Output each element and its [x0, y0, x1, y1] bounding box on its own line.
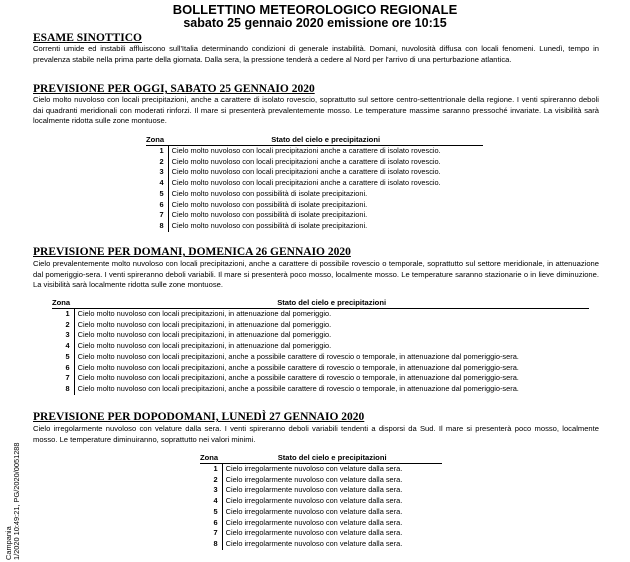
zone-number: 6 [159, 199, 164, 209]
zone-number: 3 [159, 167, 164, 177]
zone-number: 6 [65, 362, 70, 372]
zone-description: Cielo irregolarmente nuvoloso con velature dalla sera. [222, 518, 442, 529]
synoptic-text: Correnti umide ed instabili affluiscono sull'Italia determinando condizioni di generale instabilità. Domani, nuvolosità diffusa con locali fenomeni. Lunedì, tempo in prevalenza stabile nella prima parte della giornata. Dalla sera, la pressione tenderà a cedere al Nord per l'arrivo di una perturbazione atlantica. [33, 44, 599, 64]
zone-number: 3 [213, 485, 218, 495]
table-row [52, 384, 589, 395]
zone-number: 1 [159, 146, 164, 155]
table-row [200, 539, 442, 550]
table-row [146, 178, 483, 189]
zone-number: 4 [213, 496, 218, 506]
zone-description: Cielo molto nuvoloso con possibilità di isolate precipitazioni. [168, 221, 483, 232]
zone-description: Cielo molto nuvoloso con locali precipitazioni, in attenuazione dal pomeriggio. [74, 330, 589, 341]
zone-description: Cielo molto nuvoloso con locali precipitazioni anche a carattere di isolato rovescio. [168, 167, 483, 178]
state-column-header: Stato del cielo e precipitazioni [74, 298, 589, 309]
forecast-tomorrow-table [52, 298, 589, 395]
zone-description: Cielo molto nuvoloso con possibilità di isolate precipitazioni. [168, 189, 483, 200]
bulletin-title: BOLLETTINO METEOROLOGICO REGIONALE [172, 2, 458, 17]
zone-description: Cielo molto nuvoloso con locali precipitazioni, anche a possibile carattere di rovescio o temporale, in attenuazione dal pomeriggio-sera. [74, 363, 589, 374]
zone-number: 7 [159, 210, 164, 220]
table-row [146, 157, 483, 168]
synoptic-heading: ESAME SINOTTICO [33, 32, 142, 44]
zone-description: Cielo molto nuvoloso con locali precipitazioni anche a carattere di isolato rovescio. [168, 146, 483, 157]
table-row [200, 475, 442, 486]
zone-number: 2 [65, 319, 70, 329]
table-row [52, 363, 589, 374]
zone-number: 7 [213, 528, 218, 538]
zone-number: 4 [65, 341, 70, 351]
zone-number: 3 [65, 330, 70, 340]
zone-description: Cielo irregolarmente nuvoloso con velature dalla sera. [222, 496, 442, 507]
zone-column-header: Zona [52, 298, 74, 309]
protocol-stamp: Campania 1/2020 10:49:21, PG/2020/0051288 [4, 442, 21, 560]
state-column-header: Stato del cielo e precipitazioni [168, 135, 483, 146]
zone-description: Cielo irregolarmente nuvoloso con velature dalla sera. [222, 485, 442, 496]
zone-column-header: Zona [200, 453, 222, 464]
table-row [146, 210, 483, 221]
zone-number: 1 [213, 464, 218, 473]
table-row [146, 200, 483, 211]
zone-description: Cielo molto nuvoloso con locali precipitazioni, in attenuazione dal pomeriggio. [74, 309, 589, 320]
zone-description: Cielo molto nuvoloso con locali precipitazioni anche a carattere di isolato rovescio. [168, 178, 483, 189]
zone-column-header: Zona [146, 135, 168, 146]
zone-number: 2 [213, 474, 218, 484]
table-row [52, 309, 589, 320]
table-row [52, 373, 589, 384]
zone-number: 1 [65, 309, 70, 318]
zone-number: 5 [65, 351, 70, 361]
zone-description: Cielo molto nuvoloso con locali precipitazioni, in attenuazione dal pomeriggio. [74, 320, 589, 331]
forecast-day-after-table [200, 453, 442, 550]
table-row [52, 330, 589, 341]
bulletin-subtitle: sabato 25 gennaio 2020 emissione ore 10:15 [183, 16, 447, 30]
zone-number: 4 [159, 178, 164, 188]
table-row [200, 518, 442, 529]
table-row [200, 528, 442, 539]
zone-number: 8 [159, 220, 164, 230]
zone-description: Cielo molto nuvoloso con locali precipitazioni, anche a possibile carattere di rovescio o temporale, in attenuazione dal pomeriggio-sera. [74, 352, 589, 363]
zone-description: Cielo molto nuvoloso con possibilità di isolate precipitazioni. [168, 210, 483, 221]
table-row [52, 341, 589, 352]
state-column-header: Stato del cielo e precipitazioni [222, 453, 442, 464]
forecast-tomorrow-heading: PREVISIONE PER DOMANI, DOMENICA 26 GENNAIO 2020 [33, 246, 351, 258]
zone-number: 7 [65, 373, 70, 383]
zone-description: Cielo irregolarmente nuvoloso con velature dalla sera. [222, 528, 442, 539]
table-row [146, 167, 483, 178]
zone-number: 6 [213, 517, 218, 527]
zone-number: 8 [65, 383, 70, 393]
zone-description: Cielo irregolarmente nuvoloso con velature dalla sera. [222, 507, 442, 518]
zone-number: 5 [159, 188, 164, 198]
forecast-today-heading: PREVISIONE PER OGGI, SABATO 25 GENNAIO 2020 [33, 83, 315, 95]
forecast-today-table [146, 135, 483, 232]
forecast-tomorrow-text: Cielo prevalentemente molto nuvoloso con locali precipitazioni, anche a carattere di possibile rovescio o temporale, soprattutto sul settore meridionale, in attenuazione dal pomeriggio-sera. I venti spireranno deboli variabili. Il mare si presenterà poco mosso, localmente mosso. Le temperature saranno stazionarie o in lieve diminuzione. La visibilità sarà localmente ridotta sulle zone montuose. [33, 259, 599, 290]
zone-number: 5 [213, 506, 218, 516]
table-row [200, 507, 442, 518]
forecast-day-after-text: Cielo irregolarmente nuvoloso con velature dalla sera. I venti spireranno deboli variabili tendenti a disporsi da Sud. Il mare si presenterà poco mosso, localmente mosso. Le temperature diminuiranno, soprattutto nei valori minimi. [33, 424, 599, 444]
zone-description: Cielo molto nuvoloso con locali precipitazioni, anche a possibile carattere di rovescio o temporale, in attenuazione dal pomeriggio-sera. [74, 373, 589, 384]
zone-description: Cielo molto nuvoloso con possibilità di isolate precipitazioni. [168, 200, 483, 211]
zone-description: Cielo molto nuvoloso con locali precipitazioni anche a carattere di isolato rovescio. [168, 157, 483, 168]
forecast-day-after-heading: PREVISIONE PER DOPODOMANI, LUNEDÌ 27 GENNAIO 2020 [33, 411, 365, 423]
table-row [146, 146, 483, 157]
forecast-today-text: Cielo molto nuvoloso con locali precipitazioni, anche a carattere di isolato rovescio, soprattutto sul settore centro-settentrionale della regione. I venti spireranno deboli dai quadranti meridionali con moderati rinforzi. Il mare si presenterà prevalentemente mosso. Le temperature massime saranno pressoché invariate. La visibilità sarà localmente ridotta sulle zone montuose. [33, 95, 599, 126]
table-row [200, 496, 442, 507]
zone-description: Cielo irregolarmente nuvoloso con velature dalla sera. [222, 475, 442, 486]
zone-description: Cielo irregolarmente nuvoloso con velature dalla sera. [222, 464, 442, 475]
zone-description: Cielo molto nuvoloso con locali precipitazioni, anche a possibile carattere di rovescio o temporale, in attenuazione dal pomeriggio-sera. [74, 384, 589, 395]
zone-description: Cielo molto nuvoloso con locali precipitazioni, in attenuazione dal pomeriggio. [74, 341, 589, 352]
table-row [146, 221, 483, 232]
table-row [52, 352, 589, 363]
table-row [146, 189, 483, 200]
zone-description: Cielo irregolarmente nuvoloso con velature dalla sera. [222, 539, 442, 550]
table-row [52, 320, 589, 331]
table-row [200, 464, 442, 475]
zone-number: 8 [213, 538, 218, 548]
table-row [200, 485, 442, 496]
zone-number: 2 [159, 156, 164, 166]
